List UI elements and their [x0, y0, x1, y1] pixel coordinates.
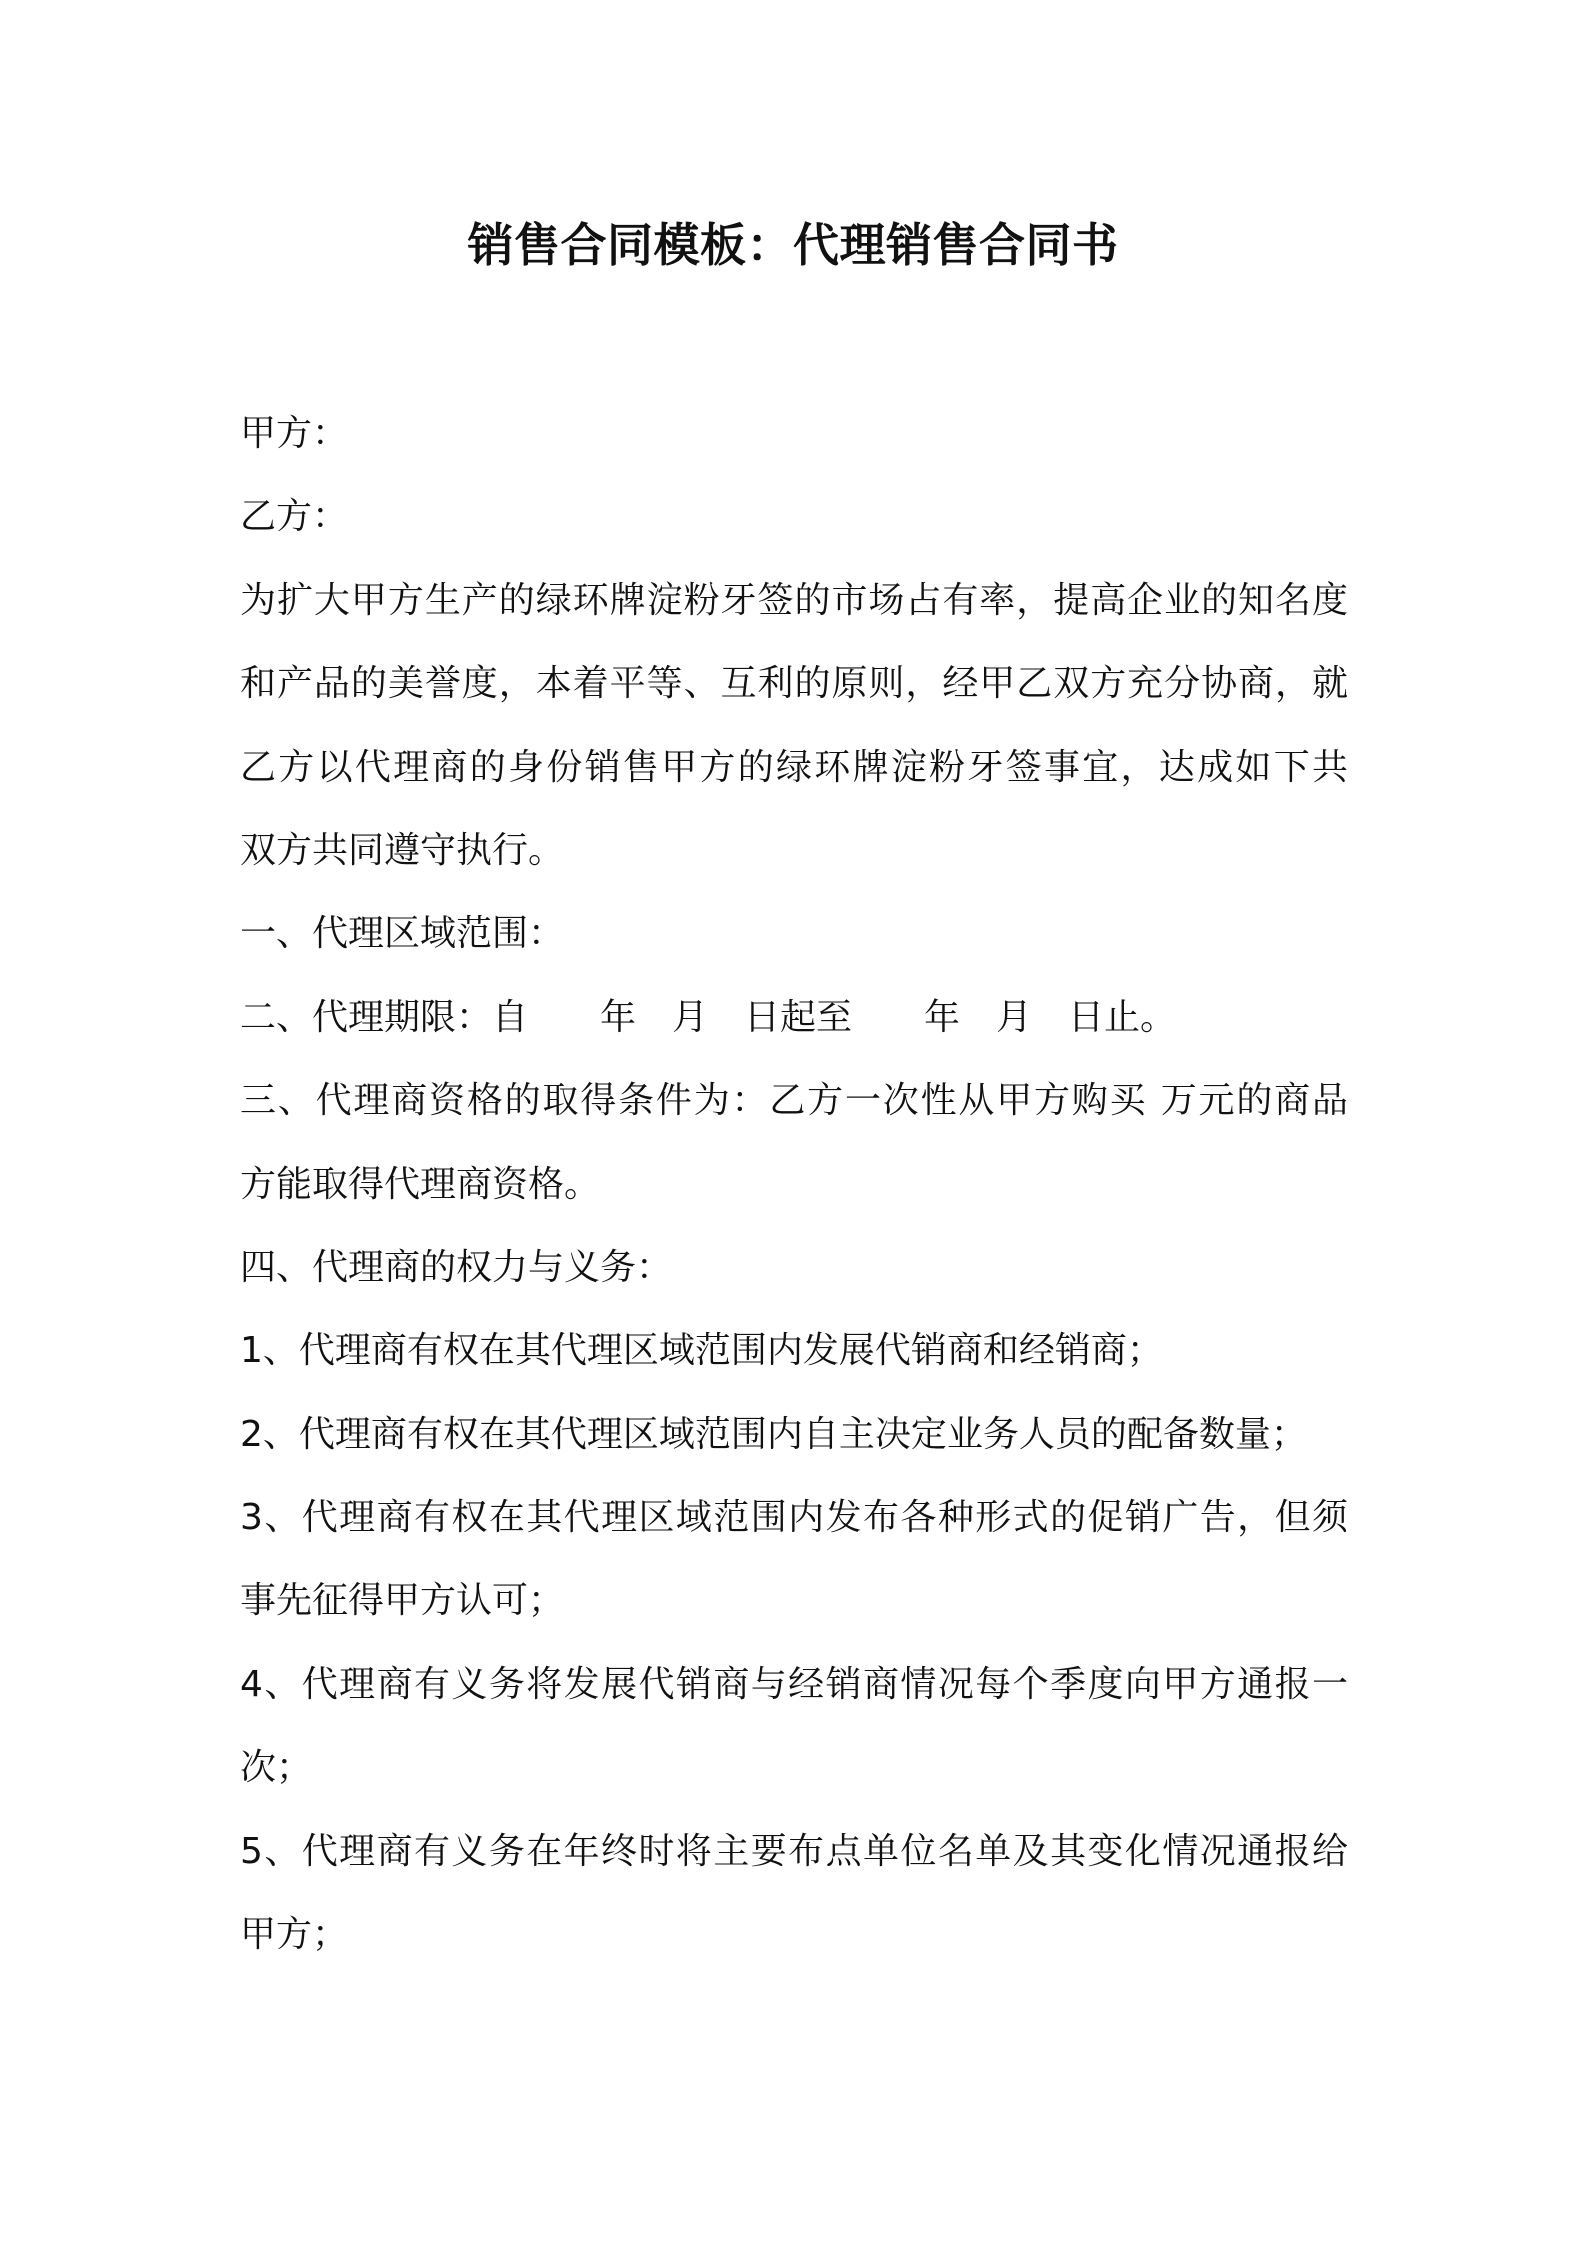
section-4-item: [240, 1309, 1348, 1392]
party-b-line: 乙方：: [240, 496, 349, 538]
document-body: [240, 392, 1348, 1976]
preamble-paragraph: [240, 559, 1348, 893]
section-4-item-line: 4、代理商有义务将发展代销商与经销商情况每个季度向甲方通报一: [240, 1663, 1348, 1705]
section-4-item-line: 3、代理商有权在其代理区域范围内发布各种形式的促销广告，但须: [240, 1497, 1348, 1539]
section-4-item: [240, 1643, 1348, 1810]
document-title: 销售合同模板：代理销售合同书: [467, 218, 1119, 272]
section-1-agency-area: 一、代理区域范围：: [240, 913, 565, 955]
section-4-item: [240, 1810, 1348, 1977]
section-4-item-line: 1、代理商有权在其代理区域范围内发展代销商和经销商；: [240, 1330, 1163, 1372]
preamble-line: 为扩大甲方生产的绿环牌淀粉牙签的市场占有率，提高企业的知名度: [240, 579, 1348, 621]
section-3-qualification: [240, 1059, 1348, 1226]
section-4-item-line: 甲方；: [240, 1914, 349, 1956]
preamble-line: 乙方以代理商的身份销售甲方的绿环牌淀粉牙签事宜，达成如下共: [240, 746, 1348, 788]
section-2-agency-term: 二、代理期限：自 年 月 日起至 年 月 日止。: [240, 996, 1177, 1038]
section-4-item-line: 5、代理商有义务在年终时将主要布点单位名单及其变化情况通报给: [240, 1830, 1348, 1872]
section-3-line: 方能取得代理商资格。: [240, 1163, 601, 1205]
section-4-item-line: 事先征得甲方认可；: [240, 1580, 565, 1622]
preamble-line: 和产品的美誉度，本着平等、互利的原则，经甲乙双方充分协商，就: [240, 663, 1348, 705]
section-4-item-list: [240, 1309, 1348, 1976]
section-3-line: 三、代理商资格的取得条件为：乙方一次性从甲方购买 万元的商品: [240, 1080, 1348, 1122]
party-a-line: 甲方：: [240, 413, 349, 454]
section-4-heading: 四、代理商的权力与义务：: [240, 1246, 673, 1288]
section-4-item: [240, 1476, 1348, 1643]
preamble-line: 双方共同遵守执行。: [240, 829, 565, 871]
section-4-item: [240, 1393, 1348, 1476]
section-4-item-line: 2、代理商有权在其代理区域范围内自主决定业务人员的配备数量；: [240, 1413, 1307, 1455]
section-4-item-line: 次；: [240, 1747, 313, 1789]
